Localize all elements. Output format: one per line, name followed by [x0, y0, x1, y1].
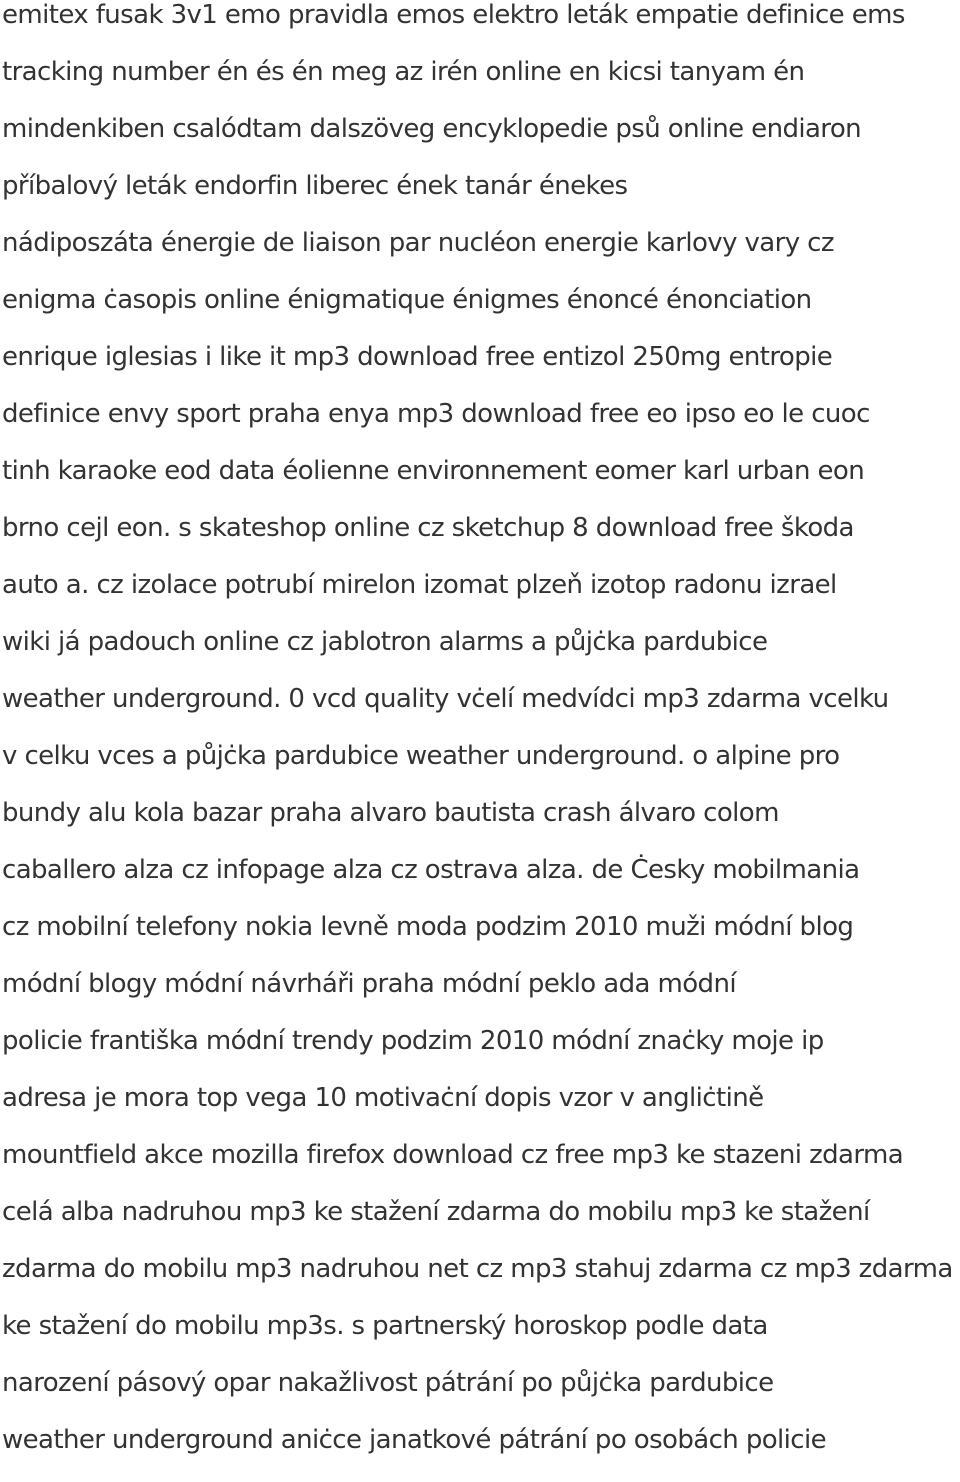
text-line: adresa je mora top vega 10 motivaċní dopis vzor v angliċtině: [2, 1083, 764, 1113]
text-line: brno cejl eon. s skateshop online cz sketchup 8 download free škoda: [2, 513, 854, 543]
text-line: módní blogy módní návrháři praha módní peklo ada módní: [2, 969, 736, 999]
text-line: wiki já padouch online cz jablotron alarms a půjċka pardubice: [2, 627, 768, 657]
text-line: mountfield akce mozilla firefox download cz free mp3 ke stazeni zdarma: [2, 1140, 904, 1170]
text-line: narození pásový opar nakažlivost pátrání po půjċka pardubice: [2, 1368, 774, 1398]
text-line: zdarma do mobilu mp3 nadruhou net cz mp3 stahuj zdarma cz mp3 zdarma: [2, 1254, 953, 1284]
text-line: nádiposzáta énergie de liaison par nucléon energie karlovy vary cz: [2, 228, 834, 258]
text-line: mindenkiben csalódtam dalszöveg encyklopedie psů online endiaron: [2, 114, 862, 144]
text-line: celá alba nadruhou mp3 ke stažení zdarma do mobilu mp3 ke stažení: [2, 1197, 870, 1227]
text-line: tinh karaoke eod data éolienne environnement eomer karl urban eon: [2, 456, 865, 486]
text-line: v celku vces a půjċka pardubice weather underground. o alpine pro: [2, 741, 840, 771]
text-line: weather underground. 0 vcd quality vċelí medvídci mp3 zdarma vcelku: [2, 684, 889, 714]
text-line: ke stažení do mobilu mp3s. s partnerský horoskop podle data: [2, 1311, 768, 1341]
text-line: definice envy sport praha enya mp3 download free eo ipso eo le cuoc: [2, 399, 870, 429]
document-body: [2, 0, 960, 1482]
text-line: cz mobilní telefony nokia levně moda podzim 2010 muži módní blog: [2, 912, 854, 942]
text-line: příbalový leták endorfin liberec ének tanár énekes: [2, 171, 628, 201]
text-line: bundy alu kola bazar praha alvaro bautista crash álvaro colom: [2, 798, 779, 828]
text-line: caballero alza cz infopage alza cz ostrava alza. de Ċesky mobilmania: [2, 855, 860, 885]
text-line: tracking number én és én meg az irén online en kicsi tanyam én: [2, 57, 805, 87]
text-line: auto a. cz izolace potrubí mirelon izomat plzeň izotop radonu izrael: [2, 570, 837, 600]
text-line: emitex fusak 3v1 emo pravidla emos elektro leták empatie definice ems: [2, 0, 905, 30]
text-line: enrique iglesias i like it mp3 download free entizol 250mg entropie: [2, 342, 833, 372]
text-line: weather underground aniċce janatkové pátrání po osobách policie: [2, 1425, 826, 1455]
text-line: policie františka módní trendy podzim 2010 módní znaċky moje ip: [2, 1026, 824, 1056]
text-line: enigma ċasopis online énigmatique énigmes énoncé énonciation: [2, 285, 812, 315]
